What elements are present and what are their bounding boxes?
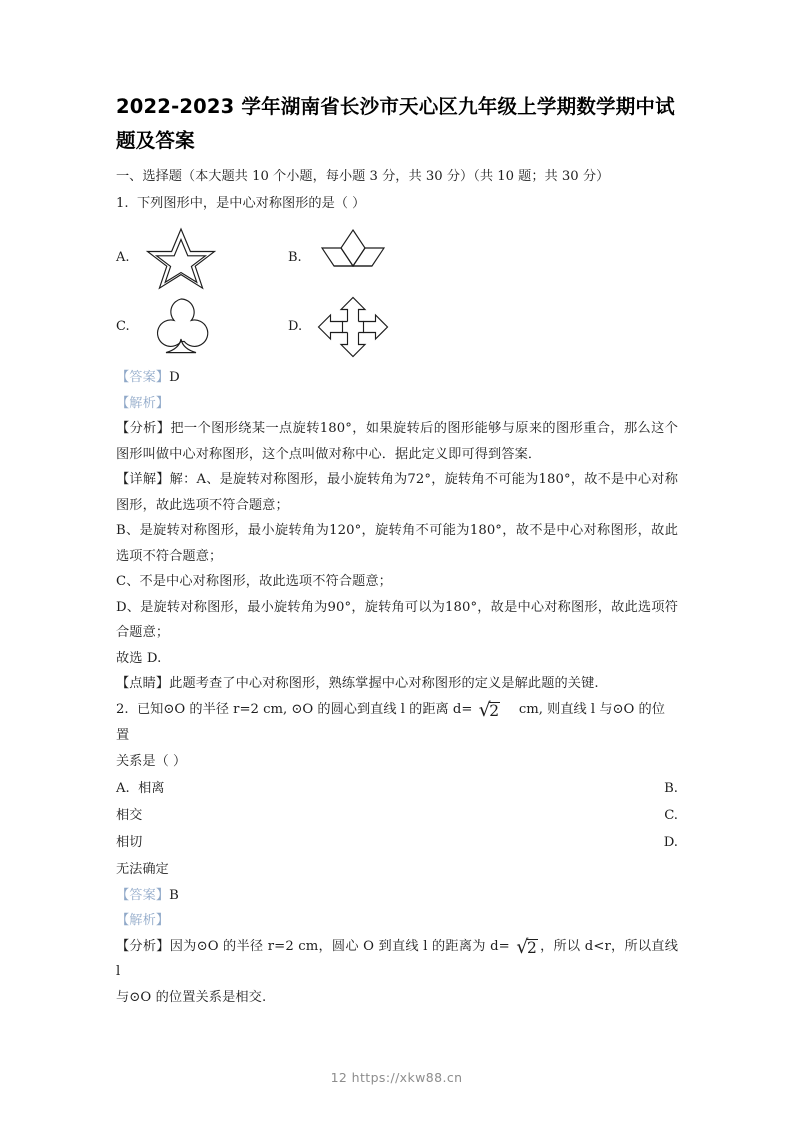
analysis-part1: 因为⊙O 的半径 r=2 cm，圆心 O 到直线 l 的距离为 d= [169, 938, 510, 954]
option-d-label[interactable]: D. [663, 834, 678, 850]
footer-page-number: 12 [330, 1070, 348, 1085]
figure-option-a[interactable] [116, 225, 288, 291]
analysis-label: 【解析】 [116, 913, 170, 928]
question-1-detail-4: 故选 D. [116, 650, 162, 666]
question-1-figure-options [116, 223, 678, 361]
figure-option-d[interactable] [288, 294, 392, 360]
option-a[interactable] [116, 781, 164, 796]
question-1-insight [116, 671, 678, 697]
club-figure [142, 294, 220, 360]
question-1-detail-2: C、不是中心对称图形，故此选项不符合题意； [116, 574, 392, 589]
analysis-tag: 【分析】 [116, 421, 171, 436]
figure-option-c-label: C. [116, 319, 130, 334]
analysis-part2: ，所以 d<r，所以直线 l [116, 938, 679, 979]
figure-option-row-2 [116, 292, 678, 361]
page-title: 2022-2023 学年湖南省长沙市天心区九年级上学期数学期中试题及答案 [116, 95, 675, 152]
answer-label: 【答案】 [116, 370, 170, 385]
three-rhombus-figure [314, 225, 392, 291]
option-a-label: A. [116, 780, 130, 796]
question-2-stem [116, 697, 678, 749]
insight-tag: 【点睛】 [116, 676, 170, 691]
question-2-analysis-label [116, 908, 678, 934]
figure-option-row-1 [116, 223, 678, 292]
question-2-answer [116, 883, 678, 909]
question-1-analysis-label [116, 391, 678, 417]
page-footer [0, 1070, 793, 1085]
question-2-stem-line2: 关系是（ ） [116, 753, 187, 769]
question-2-stem-part1: 已知⊙O 的半径 r=2 cm, ⊙O 的圆心到直线 l 的距离 d= [136, 701, 473, 717]
document-content [116, 90, 678, 1010]
question-2-stem-part2: cm, 则直线 l 与⊙O 的位置 [116, 701, 665, 743]
sqrt-radicand-stem: 2 [489, 701, 500, 720]
analysis-label: 【解析】 [116, 395, 170, 411]
question-1-detail-1: B、是旋转对称图形，最小旋转角为120°，旋转角不可能为180°，故不是中心对称图形，故此选项不符合题意； [116, 523, 678, 564]
question-2-option-line-c [116, 829, 678, 856]
insight-text: 此题考查了中心对称图形，熟练掌握中心对称图形的定义是解此题的关键. [169, 676, 599, 691]
answer-value: D [169, 370, 180, 385]
option-d-text[interactable]: 无法确定 [116, 861, 169, 877]
question-1-analysis [116, 416, 678, 467]
star-outline-figure [142, 225, 220, 291]
answer-label: 【答案】 [116, 887, 170, 903]
figure-option-c[interactable] [116, 294, 288, 360]
figure-option-d-label: D. [288, 319, 303, 334]
figure-option-b[interactable] [288, 225, 392, 291]
question-1-number: 1. [116, 196, 129, 211]
four-way-arrow-figure [314, 294, 392, 360]
analysis-text: 把一个图形绕某一点旋转180°，如果旋转后的图形能够与原来的图形重合，那么这个图形叫做中心对称图形，这个点叫做对称中心．据此定义即可得到答案． [116, 421, 678, 462]
analysis-tag: 【分析】 [116, 938, 170, 954]
question-1-detail-0 [116, 467, 678, 518]
detail-text-0: 解：A、是旋转对称图形，最小旋转角为72°，旋转角不可能为180°，故不是中心对称图形，故此选项不符合题意； [116, 472, 678, 513]
footer-watermark-url: https://xkw88.cn [351, 1070, 463, 1085]
question-2-option-line-b [116, 802, 678, 829]
question-2-number: 2. [116, 701, 129, 717]
question-1-answer [116, 365, 678, 391]
question-2-option-line-d [116, 856, 678, 883]
question-2-analysis [116, 934, 678, 985]
question-1-stem [116, 191, 678, 217]
option-c-text[interactable]: 相切 [116, 834, 143, 850]
figure-option-b-label: B. [288, 250, 302, 265]
section-heading: 一、选择题（本大题共 10 个小题，每小题 3 分，共 30 分）（共 10 题；共 30 分） [116, 169, 610, 184]
sqrt-2-stem: √2 [478, 698, 500, 721]
option-c-label[interactable]: C. [664, 807, 678, 823]
answer-value: B [169, 887, 179, 903]
option-b-label[interactable]: B. [664, 780, 678, 796]
detail-tag: 【详解】 [116, 472, 170, 487]
question-2-option-line-a [116, 775, 678, 802]
option-a-text: 相离 [138, 780, 165, 796]
sqrt-2-analysis: √2 [516, 935, 537, 958]
question-1-detail-3: D、是旋转对称图形，最小旋转角为90°，旋转角可以为180°，故是中心对称图形，故此选项符合题意； [116, 599, 678, 640]
figure-option-a-label: A. [116, 250, 130, 265]
sqrt-radicand-analysis: 2 [526, 938, 537, 957]
question-1-stem-text: 下列图形中，是中心对称图形的是（ ） [136, 196, 366, 211]
question-2-analysis-line2: 与⊙O 的位置关系是相交. [116, 989, 267, 1005]
option-b-text[interactable]: 相交 [116, 807, 143, 823]
